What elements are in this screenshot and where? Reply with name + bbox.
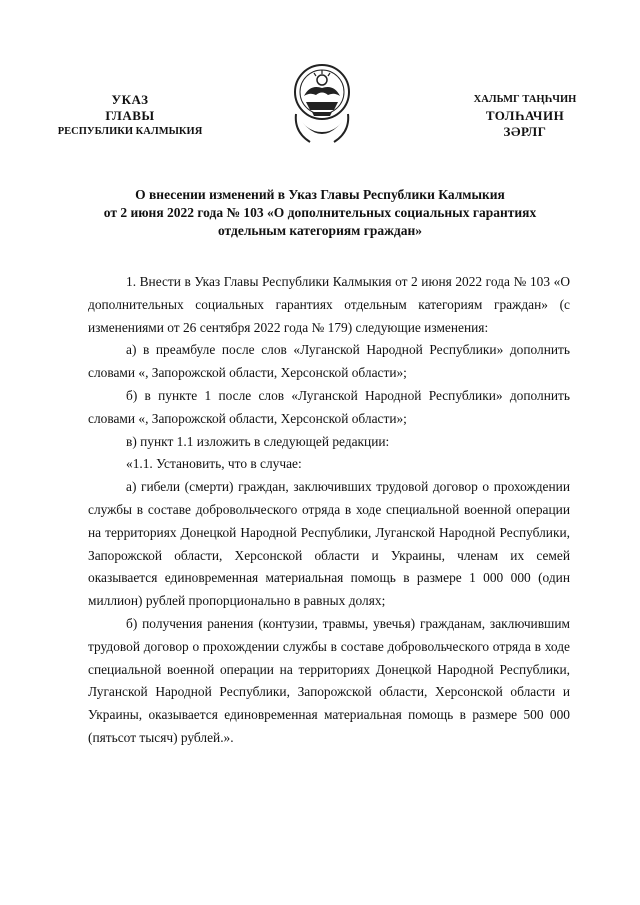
title-line3: отдельным категориям граждан» xyxy=(217,223,423,238)
paragraph-clause-a: а) гибели (смерти) граждан, заключивших трудовой договор о прохождении службы в составе добровольческого отряда в ходе специальной военной операции на территориях Донецкой Народной Республики, Луганской Народной Республики, Запорожской области, Херсонской области и Украины, членам их семей оказывается единовременная материальная помощь в размере 1 000 000 (один миллион) рублей пропорционально в равных долях; xyxy=(88,479,570,609)
header-left xyxy=(40,92,220,140)
emblem-icon xyxy=(290,62,354,146)
header-left-line1: УКАЗ xyxy=(111,92,149,107)
title-line2: от 2 июня 2022 года № 103 «О дополнительных социальных гарантиях xyxy=(103,205,537,220)
header-right xyxy=(440,92,610,140)
paragraph-clause-b: б) получения ранения (контузии, травмы, увечья) гражданам, заключившим трудовой договор о прохождении службы в составе добровольческого отряда в ходе специальной военной операции на территориях Донецкой Народной Республики, Луганской Народной Республики, Запорожской области, Херсонской области и Украины, оказывается единовременная материальная помощь в размере 500 000 (пятьсот тысяч) рублей.». xyxy=(88,615,570,745)
header-right-line1: ХАЛЬМГ ТАҢҺЧИН xyxy=(473,94,577,105)
paragraph-clause-1-1: «1.1. Установить, что в случае: xyxy=(126,456,302,472)
document-title xyxy=(60,186,580,240)
paragraph-subitem-a: а) в преамбуле после слов «Луганской Народной Республики» дополнить словами «, Запорожской области, Херсонской области»; xyxy=(88,342,570,381)
paragraph-subitem-v: в) пункт 1.1 изложить в следующей редакции: xyxy=(126,433,390,449)
paragraph-subitem-b: б) в пункте 1 после слов «Луганской Народной Республики» дополнить словами «, Запорожской области, Херсонской области»; xyxy=(88,387,570,426)
title-line1: О внесении изменений в Указ Главы Республики Калмыкия xyxy=(135,187,505,202)
header-left-line3: РЕСПУБЛИКИ КАЛМЫКИЯ xyxy=(57,126,203,137)
header-right-line2: ТОЛҺАЧИН xyxy=(485,108,565,123)
document-body xyxy=(88,271,570,750)
header-right-line3: ЗӘРЛГ xyxy=(503,124,547,139)
header-left-line2: ГЛАВЫ xyxy=(105,108,155,123)
paragraph-item-1: 1. Внести в Указ Главы Республики Калмыкия от 2 июня 2022 года № 103 «О дополнительных социальных гарантиях отдельным категориям граждан» (с изменениями от 26 сентября 2022 года № 179) следующие изменения: xyxy=(88,274,570,335)
